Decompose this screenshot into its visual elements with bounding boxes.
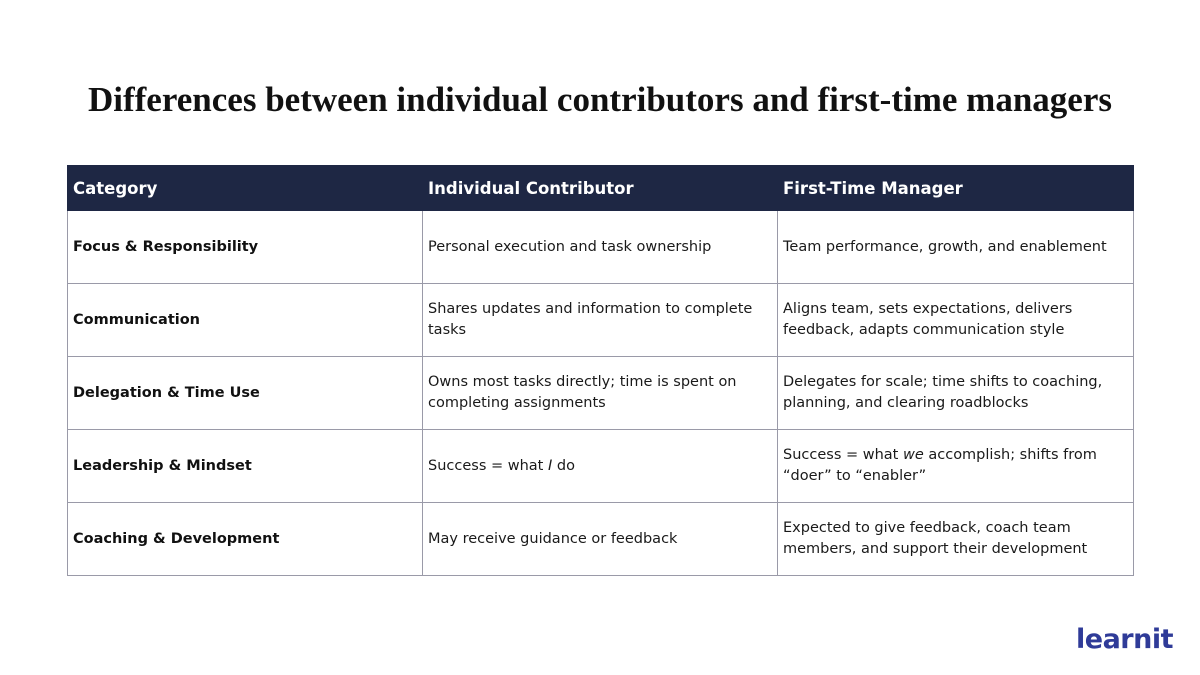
table-row [68, 284, 1134, 357]
individual-text-suffix: do [552, 457, 575, 474]
first-time-manager-cell: Expected to give feedback, coach team members, and support their development [778, 503, 1134, 576]
category-cell: Delegation & Time Use [68, 357, 423, 430]
first-time-manager-cell: Aligns team, sets expectations, delivers feedback, adapts communication style [778, 284, 1134, 357]
manager-text-suffix: accomplish; shifts from “doer” to “enabler” [783, 447, 1097, 484]
manager-text-prefix: Success = what [783, 447, 903, 463]
category-cell: Focus & Responsibility [68, 211, 423, 284]
individual-contributor-cell: Owns most tasks directly; time is spent on completing assignments [423, 357, 778, 430]
table-row [68, 503, 1134, 576]
column-header-individual-contributor: Individual Contributor [423, 166, 778, 211]
individual-contributor-cell [423, 430, 778, 503]
individual-text-prefix: Success = what [428, 457, 548, 474]
column-header-category: Category [68, 166, 423, 211]
category-cell: Communication [68, 284, 423, 357]
table-row [68, 357, 1134, 430]
table-header-row [68, 166, 1134, 211]
column-header-first-time-manager: First-Time Manager [778, 166, 1134, 211]
first-time-manager-cell: Delegates for scale; time shifts to coaching, planning, and clearing roadblocks [778, 357, 1134, 430]
individual-contributor-cell: Personal execution and task ownership [423, 211, 778, 284]
manager-text-emphasis: we [902, 447, 924, 463]
table-row [68, 211, 1134, 284]
individual-text-emphasis: I [547, 457, 553, 474]
category-cell: Coaching & Development [68, 503, 423, 576]
table-row [68, 430, 1134, 503]
category-cell: Leadership & Mindset [68, 430, 423, 503]
first-time-manager-cell: Team performance, growth, and enablement [778, 211, 1134, 284]
comparison-table [67, 165, 1134, 576]
first-time-manager-cell [778, 430, 1134, 503]
individual-contributor-cell: May receive guidance or feedback [423, 503, 778, 576]
learnit-logo: learnit [1076, 624, 1173, 655]
page-title: Differences between individual contributors and first-time managers [88, 80, 1112, 119]
individual-contributor-cell: Shares updates and information to complete tasks [423, 284, 778, 357]
